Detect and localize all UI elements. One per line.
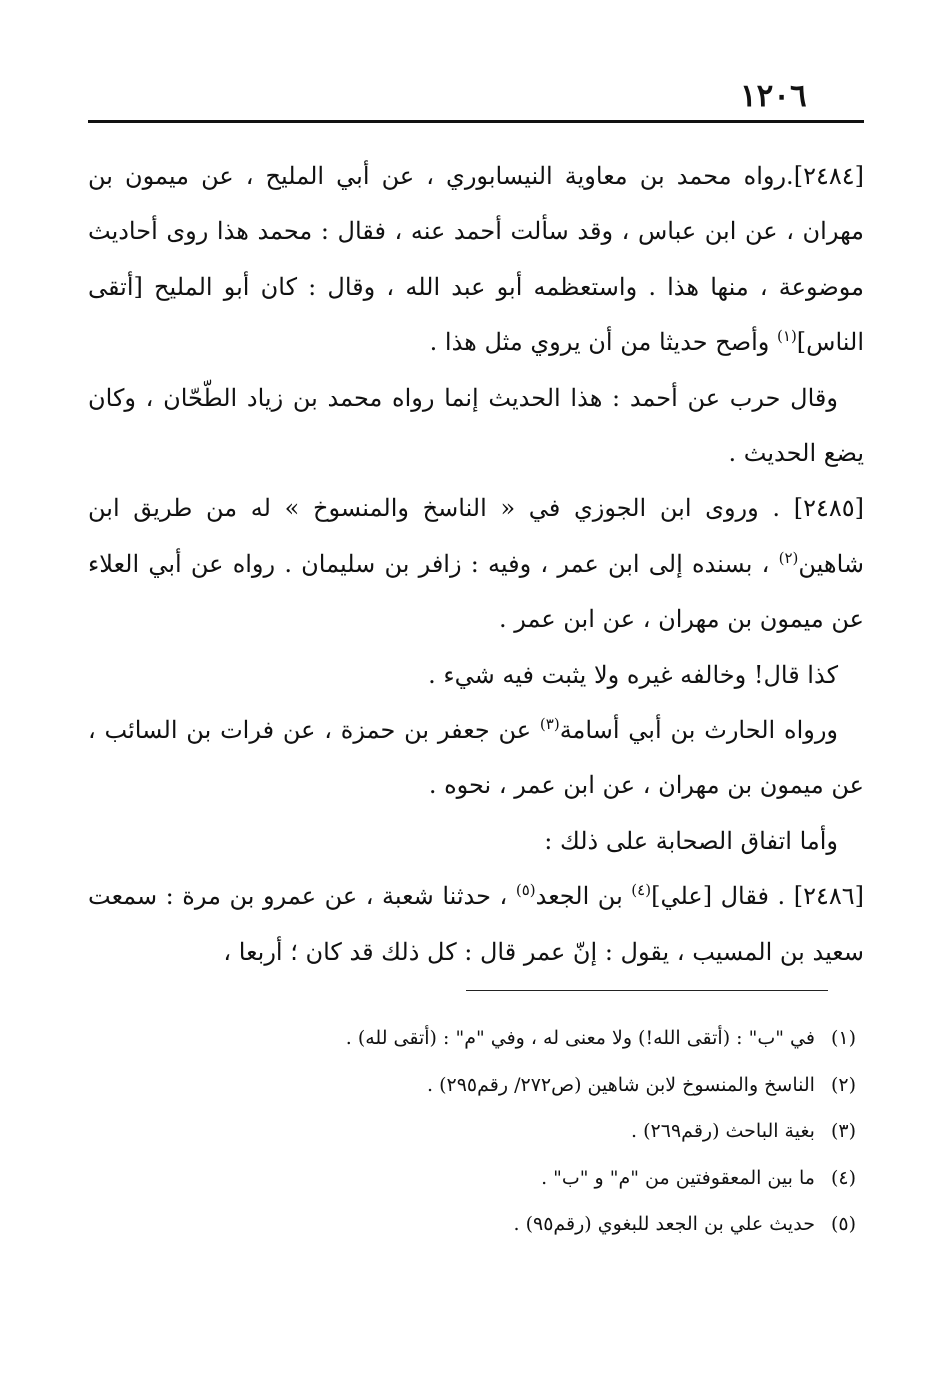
footnote-5: [200, 1201, 856, 1248]
page-number: ١٢٠٦: [740, 78, 807, 114]
footnote-mark: (٥): [830, 1213, 856, 1235]
footnote-ref-5: (٥): [515, 881, 536, 900]
footnote-text: ما بين المعقوفتين من "م" و "ب" .: [541, 1166, 815, 1189]
paragraph-2484: [88, 149, 864, 371]
paragraph-text-cont: بن الجعد: [535, 882, 632, 911]
paragraph-text: وأما اتفاق الصحابة على ذلك :: [544, 826, 838, 855]
footnote-ref-1: (١): [777, 327, 797, 346]
footnote-ref-2: (٢): [778, 548, 799, 567]
footnotes: [200, 1015, 856, 1248]
paragraph-text-cont: ، بسنده إلى ابن عمر ، وفيه : زافر بن سليمان . رواه عن أبي العلاء عن ميمون بن مهران ، عن ابن عمر .: [88, 549, 864, 634]
paragraph-text: وقال حرب عن أحمد : هذا الحديث إنما رواه محمد بن زياد الطّحّان ، وكان يضع الحديث .: [88, 383, 864, 468]
paragraph-text: ورواه الحارث بن أبي أسامة: [559, 716, 839, 745]
hadith-number: [٢٤٨٦]: [793, 882, 865, 911]
paragraph-2485: [88, 481, 864, 647]
paragraph-text: .رواه محمد بن معاوية النيسابوري ، عن أبي المليح ، عن ميمون بن مهران ، عن ابن عباس ، وقد سألت أحمد عنه ، فقال : محمد هذا روى أحاديث موضوعة ، منها هذا . واستعظمه أبو عبد الله ، وقال : كان أبو المليح [أتقى الناس]: [88, 162, 864, 357]
footnote-rule: [466, 990, 828, 991]
footnote-text: حديث علي بن الجعد للبغوي (رقم٩٥) .: [513, 1213, 815, 1235]
footnote-ref-3: (٣): [539, 715, 560, 734]
footnote-mark: (٢): [830, 1073, 856, 1096]
footnote-mark: (٣): [830, 1120, 856, 1142]
header-rule: [88, 120, 864, 123]
paragraph-kadha: [88, 648, 864, 703]
paragraph-harith: [88, 703, 864, 814]
footnote-mark: (١): [830, 1027, 856, 1049]
footnote-3: [200, 1108, 856, 1155]
paragraph-harb: [88, 371, 864, 482]
paragraph-text: . فقال [علي]: [651, 882, 794, 911]
footnote-2: [200, 1062, 856, 1109]
paragraph-text-cont: وأصح حديثا من أن يروي مثل هذا .: [429, 328, 778, 357]
paragraph-text-cont: عن جعفر بن حمزة ، عن فرات بن السائب ، عن ميمون بن مهران ، عن ابن عمر ، نحوه .: [88, 716, 864, 800]
body-text: [88, 149, 864, 980]
footnote-4: [200, 1155, 856, 1202]
paragraph-text: . وروى ابن الجوزي في « الناسخ والمنسوخ » له من طريق ابن شاهين: [88, 494, 864, 578]
hadith-number: [٢٤٨٤]: [793, 162, 864, 190]
footnote-ref-4: (٤): [631, 881, 652, 900]
footnote-mark: (٤): [830, 1166, 856, 1189]
footnote-text: في "ب" : (أتقى الله!) ولا معنى له ، وفي "م" : (أتقى لله) .: [345, 1027, 815, 1049]
paragraph-2486: [88, 869, 864, 980]
paragraph-text: كذا قال! وخالفه غيره ولا يثبت فيه شيء .: [428, 660, 838, 689]
footnote-1: [200, 1015, 856, 1062]
footnote-text: الناسخ والمنسوخ لابن شاهين (ص٢٧٢/ رقم٢٩٥) .: [427, 1073, 815, 1096]
hadith-number: [٢٤٨٥]: [793, 494, 864, 523]
paragraph-text-end: ، حدثنا شعبة ، عن عمرو بن مرة : سمعت سعيد بن المسيب ، يقول : إنّ عمر قال : كل ذلك قد كان ؛ أربعا ،: [88, 882, 864, 966]
footnote-text: بغية الباحث (رقم٢٦٩) .: [631, 1120, 815, 1142]
paragraph-ittifaq: [88, 814, 864, 869]
